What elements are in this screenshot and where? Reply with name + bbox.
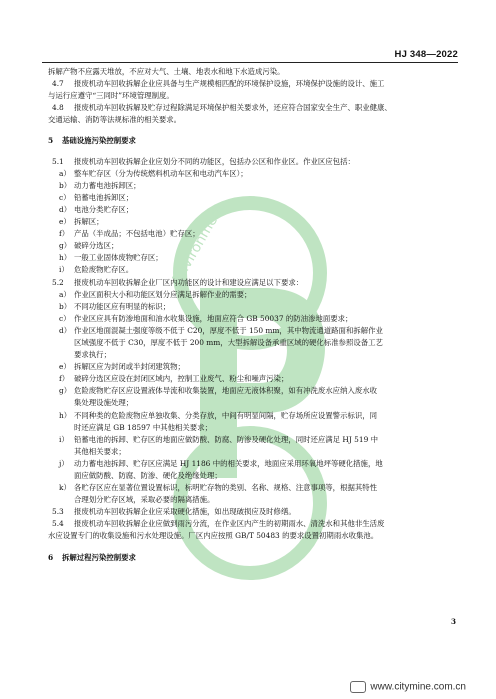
list-item-text: 破碎分选区； — [74, 241, 119, 251]
list-item — [48, 482, 456, 494]
clause-5-4-cont: 水应设置专门的收集设施和污水处理设施。厂区内应按照 GB/T 50483 的要求设置初期雨水收集池。 — [48, 531, 379, 541]
list-5-2 — [48, 289, 456, 507]
site-logo-icon — [350, 681, 366, 693]
list-marker: f） — [59, 374, 70, 384]
list-item-continuation: 面应做防酸、防腐、防渗、硬化及绝缘处理； — [74, 471, 222, 480]
list-item — [48, 361, 456, 373]
list-item-text: 拆解区应为封闭或半封闭建筑物； — [74, 362, 185, 372]
clause-5-1: 5.1 报废机动车回收拆解企业应划分不同的功能区，包括办公区和作业区。作业区应包括： — [52, 156, 355, 166]
list-marker: f） — [59, 229, 70, 239]
list-item-text: 作业区地面混凝土强度等级不低于 C20，厚度不低于 150 mm，其中物流通道路面和拆解作业 — [74, 325, 383, 335]
list-item-text: 一般工业固体废物贮存区； — [74, 253, 163, 263]
list-item — [48, 168, 456, 180]
list-item — [48, 301, 456, 313]
list-item — [48, 325, 456, 337]
list-item-text: 不同功能区应有明显的标识； — [74, 301, 171, 311]
list-item — [48, 264, 456, 276]
list-marker: g） — [59, 241, 72, 251]
header-rule — [42, 62, 458, 63]
list-item-text: 铅蓄电池的拆卸、贮存区的地面应做防酸、防腐、防渗及硬化处理，同时还应满足 HJ 519 中 — [74, 434, 379, 444]
watermark-ring-text: Environment — [169, 200, 229, 287]
list-item-text: 不同种类的危险废物应单独收集、分类存放，中间有明显间隔，贮存场所应设置警示标识，同 — [74, 410, 378, 420]
list-item — [48, 373, 456, 385]
list-marker: c） — [59, 192, 71, 202]
list-item — [48, 240, 456, 252]
list-marker: e） — [59, 362, 71, 372]
list-marker: c） — [59, 313, 71, 323]
list-item-text: 动力蓄电池拆卸区； — [74, 180, 141, 190]
list-marker: a） — [59, 289, 71, 299]
clause-4-8-cont: 交通运输、消防等法规标准的相关要求。 — [48, 115, 182, 125]
list-marker: j） — [59, 458, 69, 468]
list-item-continuation: 合理划分贮存区域，采取必要的隔离措施。 — [74, 495, 215, 505]
clause-4-7-cont: 与运行应遵守“三同时”环境管理制度。 — [48, 91, 174, 101]
list-item-text: 铅蓄电池拆卸区； — [74, 192, 134, 202]
list-marker: h） — [59, 253, 72, 263]
paragraph-line: 拆解产物不应露天堆放，不应对大气、土壤、地表水和地下水造成污染。 — [48, 67, 285, 76]
list-item — [48, 204, 456, 216]
list-item-text: 危险废物贮存区应设置液体导流和收集装置，地面应无液体积聚，如有冲洗废水应纳入废水收 — [74, 386, 378, 396]
section-5-heading: 5 基础设施污染控制要求 — [48, 136, 136, 146]
list-marker: b） — [59, 180, 72, 190]
clause-4-8: 4.8 报废机动车回收拆解及贮存过程除满足环境保护相关要求外，还应符合国家安全生产、职业健康、 — [52, 103, 392, 113]
clause-5-2: 5.2 报废机动车回收拆解企业厂区内功能区的设计和建设应满足以下要求： — [52, 277, 304, 287]
list-item-continuation: 要求执行； — [74, 350, 111, 360]
list-item-text: 各贮存区应在显著位置设置标识，标明贮存物的类别、名称、规格、注意事项等，根据其特性 — [74, 483, 378, 493]
list-item — [48, 216, 456, 228]
list-item-text: 作业区应具有防渗地面和油水收集设施，地面应符合 GB 50037 的防油渗地面要求； — [74, 313, 353, 323]
body-text — [48, 66, 456, 572]
clause-4-7: 4.7 报废机动车回收拆解企业应具备与生产规模相匹配的环境保护设施，环境保护设施的设计、施工 — [52, 79, 385, 89]
list-marker: i） — [59, 265, 69, 275]
list-item-continuation: 其他相关要求； — [74, 446, 126, 456]
list-item-continuation: 集处理设施处理； — [74, 398, 134, 408]
list-item — [48, 180, 456, 192]
list-item — [48, 410, 456, 422]
list-item — [48, 458, 456, 470]
list-item-continuation: 区域强度不低于 C30，厚度不低于 200 mm，大型拆解设备承重区域的硬化标准参照设备工艺 — [74, 337, 383, 347]
list-marker: i） — [59, 434, 69, 444]
list-marker: a） — [59, 168, 71, 178]
list-item — [48, 192, 456, 204]
list-marker: e） — [59, 217, 71, 227]
site-watermark: www.citymine.com.cn — [350, 681, 466, 693]
list-item — [48, 385, 456, 397]
list-item-text: 整车贮存区（分为传统燃料机动车区和电动汽车区）； — [74, 168, 248, 178]
list-item — [48, 228, 456, 240]
list-5-1 — [48, 168, 456, 277]
list-marker: k） — [59, 483, 71, 493]
list-item-text: 危险废物贮存区。 — [74, 265, 134, 275]
list-marker: d） — [59, 325, 72, 335]
list-marker: h） — [59, 410, 72, 420]
list-marker: g） — [59, 386, 72, 396]
list-item-text: 作业区面积大小和功能区划分应满足拆解作业的需要； — [74, 289, 252, 299]
clause-5-4: 5.4 报废机动车回收拆解企业应做到雨污分流，在作业区内产生的初期雨水、清洗水和其他非生活废 — [52, 519, 385, 529]
list-item — [48, 434, 456, 446]
page-number: 3 — [450, 617, 456, 626]
clause-5-3: 5.3 报废机动车回收拆解企业应采取硬化措施，如出现破损应及时修缮。 — [52, 507, 296, 517]
list-item-text: 产品（半成品；不包括电池）贮存区； — [74, 229, 200, 239]
list-marker: d） — [59, 204, 72, 214]
list-item — [48, 289, 456, 301]
section-6-heading: 6 拆解过程污染控制要求 — [48, 552, 136, 562]
list-item-text: 拆解区； — [74, 217, 104, 227]
list-item — [48, 313, 456, 325]
list-item-text: 破碎分选区应设在封闭区域内，控制工业废气、粉尘和噪声污染； — [74, 374, 289, 384]
list-item-text: 动力蓄电池拆卸、贮存区应满足 HJ 1186 中的相关要求，地面应采用环氧地坪等硬化措施，地 — [74, 458, 383, 468]
list-marker: b） — [59, 301, 72, 311]
list-item-text: 电池分类贮存区； — [74, 204, 134, 214]
list-item-continuation: 时还应满足 GB 18597 中其他相关要求； — [74, 422, 212, 432]
list-item — [48, 252, 456, 264]
document-code: HJ 348—2022 — [394, 49, 458, 60]
